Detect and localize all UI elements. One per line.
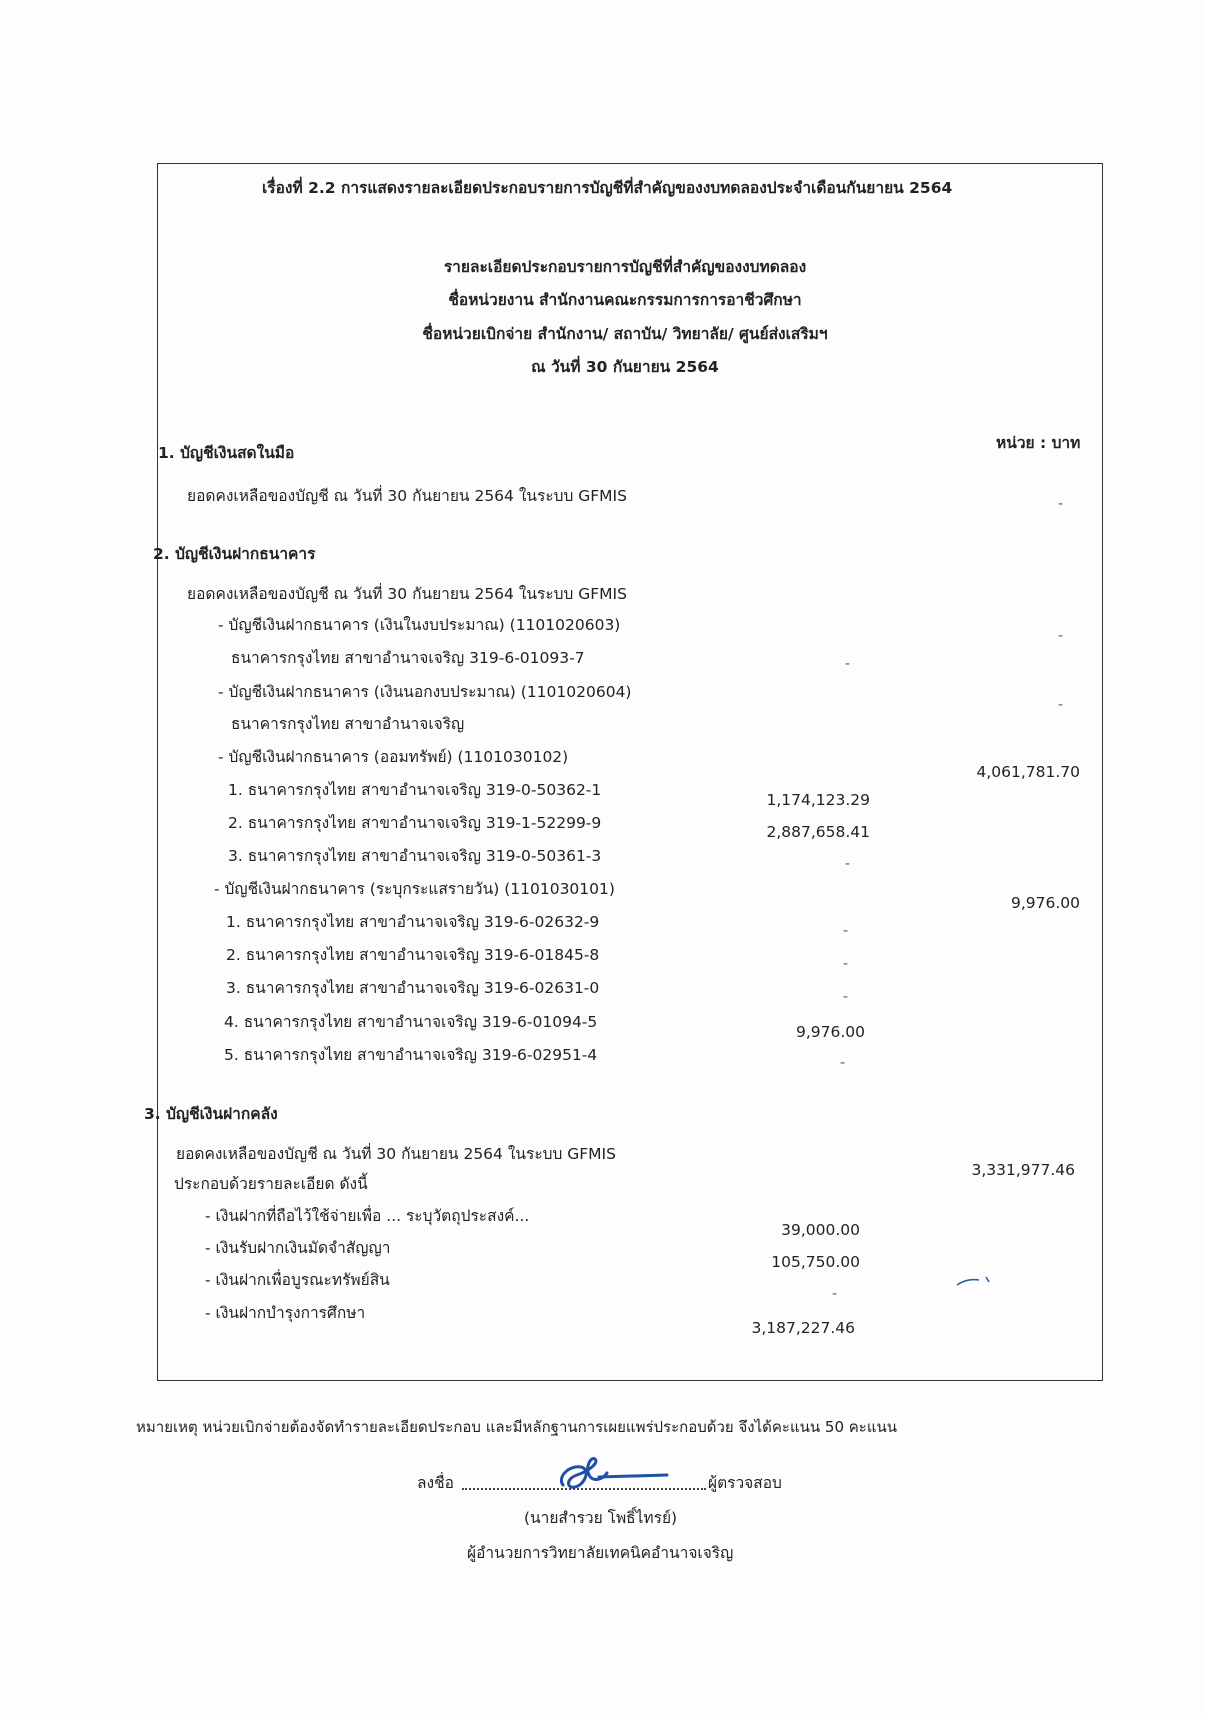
section3-item-2-label: - เงินรับฝากเงินมัดจำสัญญา	[205, 1239, 391, 1257]
acct1-bank: ธนาคารกรุงไทย สาขาอำนาจเจริญ 319-6-01093-7	[231, 649, 585, 667]
acct4-item-3-amount: -	[843, 989, 849, 1005]
acct4-item-2-label: 2. ธนาคารกรุงไทย สาขาอำนาจเจริญ 319-6-01845-8	[226, 946, 600, 964]
unit-label: หน่วย : บาท	[996, 434, 1081, 452]
acct4-item-4-amount: 9,976.00	[795, 1023, 865, 1041]
acct2-total: -	[1058, 697, 1064, 713]
header-line-2: ชื่อหน่วยงาน สำนักงานคณะกรรมการการอาชีวศึกษา	[448, 291, 802, 309]
acct3-item-2-label: 2. ธนาคารกรุงไทย สาขาอำนาจเจริญ 319-1-52299-9	[228, 814, 602, 832]
acct1-amount: -	[845, 656, 851, 672]
section1-balance-value: -	[1058, 496, 1064, 512]
section3-item-1-label: - เงินฝากที่ถือไว้ใช้จ่ายเพื่อ ... ระบุวัตถุประสงค์...	[205, 1207, 530, 1225]
section2-title: 2. บัญชีเงินฝากธนาคาร	[153, 545, 316, 563]
acct4-title: - บัญชีเงินฝากธนาคาร (ระบุกระแสรายวัน) (1101030101)	[214, 880, 615, 898]
acct3-item-2-amount: 2,887,658.41	[766, 823, 870, 841]
sign-prefix: ลงชื่อ	[417, 1474, 454, 1492]
section3-item-1-amount: 39,000.00	[781, 1221, 860, 1239]
acct3-item-3-label: 3. ธนาคารกรุงไทย สาขาอำนาจเจริญ 319-0-50361-3	[228, 847, 602, 865]
sign-suffix: ผู้ตรวจสอบ	[708, 1474, 782, 1492]
section3-total: 3,331,977.46	[971, 1161, 1075, 1179]
section3-item-4-label: - เงินฝากบำรุงการศึกษา	[205, 1304, 366, 1322]
header-line-1: รายละเอียดประกอบรายการบัญชีที่สำคัญของงบทดลอง	[443, 258, 807, 276]
acct4-item-1-amount: -	[843, 923, 849, 939]
header-line-4: ณ วันที่ 30 กันยายน 2564	[531, 358, 719, 376]
section3-item-3-label: - เงินฝากเพื่อบูรณะทรัพย์สิน	[205, 1271, 390, 1289]
signatory-name: (นายสำรวย โพธิ์ไทรย์)	[524, 1509, 678, 1527]
acct4-item-5-label: 5. ธนาคารกรุงไทย สาขาอำนาจเจริญ 319-6-02951-4	[224, 1046, 598, 1064]
acct4-item-5-amount: -	[840, 1055, 846, 1071]
signature-icon	[555, 1455, 675, 1497]
acct3-item-3-amount: -	[845, 856, 851, 872]
acct1-total: -	[1058, 628, 1064, 644]
header-line-3: ชื่อหน่วยเบิกจ่าย สำนักงาน/ สถาบัน/ วิทยาลัย/ ศูนย์ส่งเสริมฯ	[422, 325, 828, 343]
section3-title: 3. บัญชีเงินฝากคลัง	[144, 1105, 278, 1123]
section3-balance-label: ยอดคงเหลือของบัญชี ณ วันที่ 30 กันยายน 2564 ในระบบ GFMIS	[176, 1145, 616, 1163]
acct3-title: - บัญชีเงินฝากธนาคาร (ออมทรัพย์) (1101030102)	[218, 748, 569, 766]
section2-balance-label: ยอดคงเหลือของบัญชี ณ วันที่ 30 กันยายน 2564 ในระบบ GFMIS	[187, 585, 627, 603]
acct4-item-3-label: 3. ธนาคารกรุงไทย สาขาอำนาจเจริญ 319-6-02631-0	[226, 979, 600, 997]
section3-item-2-amount: 105,750.00	[771, 1253, 860, 1271]
acct4-item-1-label: 1. ธนาคารกรุงไทย สาขาอำนาจเจริญ 319-6-02632-9	[226, 913, 600, 931]
acct4-item-2-amount: -	[843, 956, 849, 972]
acct3-item-1-amount: 1,174,123.29	[766, 791, 870, 809]
section3-item-3-amount: -	[832, 1286, 838, 1302]
section3-item-4-amount: 3,187,227.46	[751, 1319, 855, 1337]
acct3-item-1-label: 1. ธนาคารกรุงไทย สาขาอำนาจเจริญ 319-0-50362-1	[228, 781, 602, 799]
section1-balance-label: ยอดคงเหลือของบัญชี ณ วันที่ 30 กันยายน 2564 ในระบบ GFMIS	[187, 487, 627, 505]
acct2-title: - บัญชีเงินฝากธนาคาร (เงินนอกงบประมาณ) (1101020604)	[218, 683, 632, 701]
section1-title: 1. บัญชีเงินสดในมือ	[158, 444, 295, 462]
pen-mark-icon	[955, 1272, 995, 1288]
acct1-title: - บัญชีเงินฝากธนาคาร (เงินในงบประมาณ) (1101020603)	[218, 616, 621, 634]
note-text: หมายเหตุ หน่วยเบิกจ่ายต้องจัดทำรายละเอียดประกอบ และมีหลักฐานการเผยแพร่ประกอบด้วย จึงได้คะแนน 50 คะแนน	[136, 1418, 898, 1436]
acct2-bank: ธนาคารกรุงไทย สาขาอำนาจเจริญ	[231, 715, 465, 733]
acct4-total: 9,976.00	[1010, 894, 1080, 912]
section3-detail-label: ประกอบด้วยรายละเอียด ดังนี้	[174, 1175, 368, 1193]
topic-title: เรื่องที่ 2.2 การแสดงรายละเอียดประกอบรายการบัญชีที่สำคัญของงบทดลองประจำเดือนกันยายน 2564	[262, 179, 953, 197]
signatory-position: ผู้อำนวยการวิทยาลัยเทคนิคอำนาจเจริญ	[467, 1544, 734, 1562]
acct4-item-4-label: 4. ธนาคารกรุงไทย สาขาอำนาจเจริญ 319-6-01094-5	[224, 1013, 598, 1031]
acct3-total: 4,061,781.70	[976, 763, 1080, 781]
